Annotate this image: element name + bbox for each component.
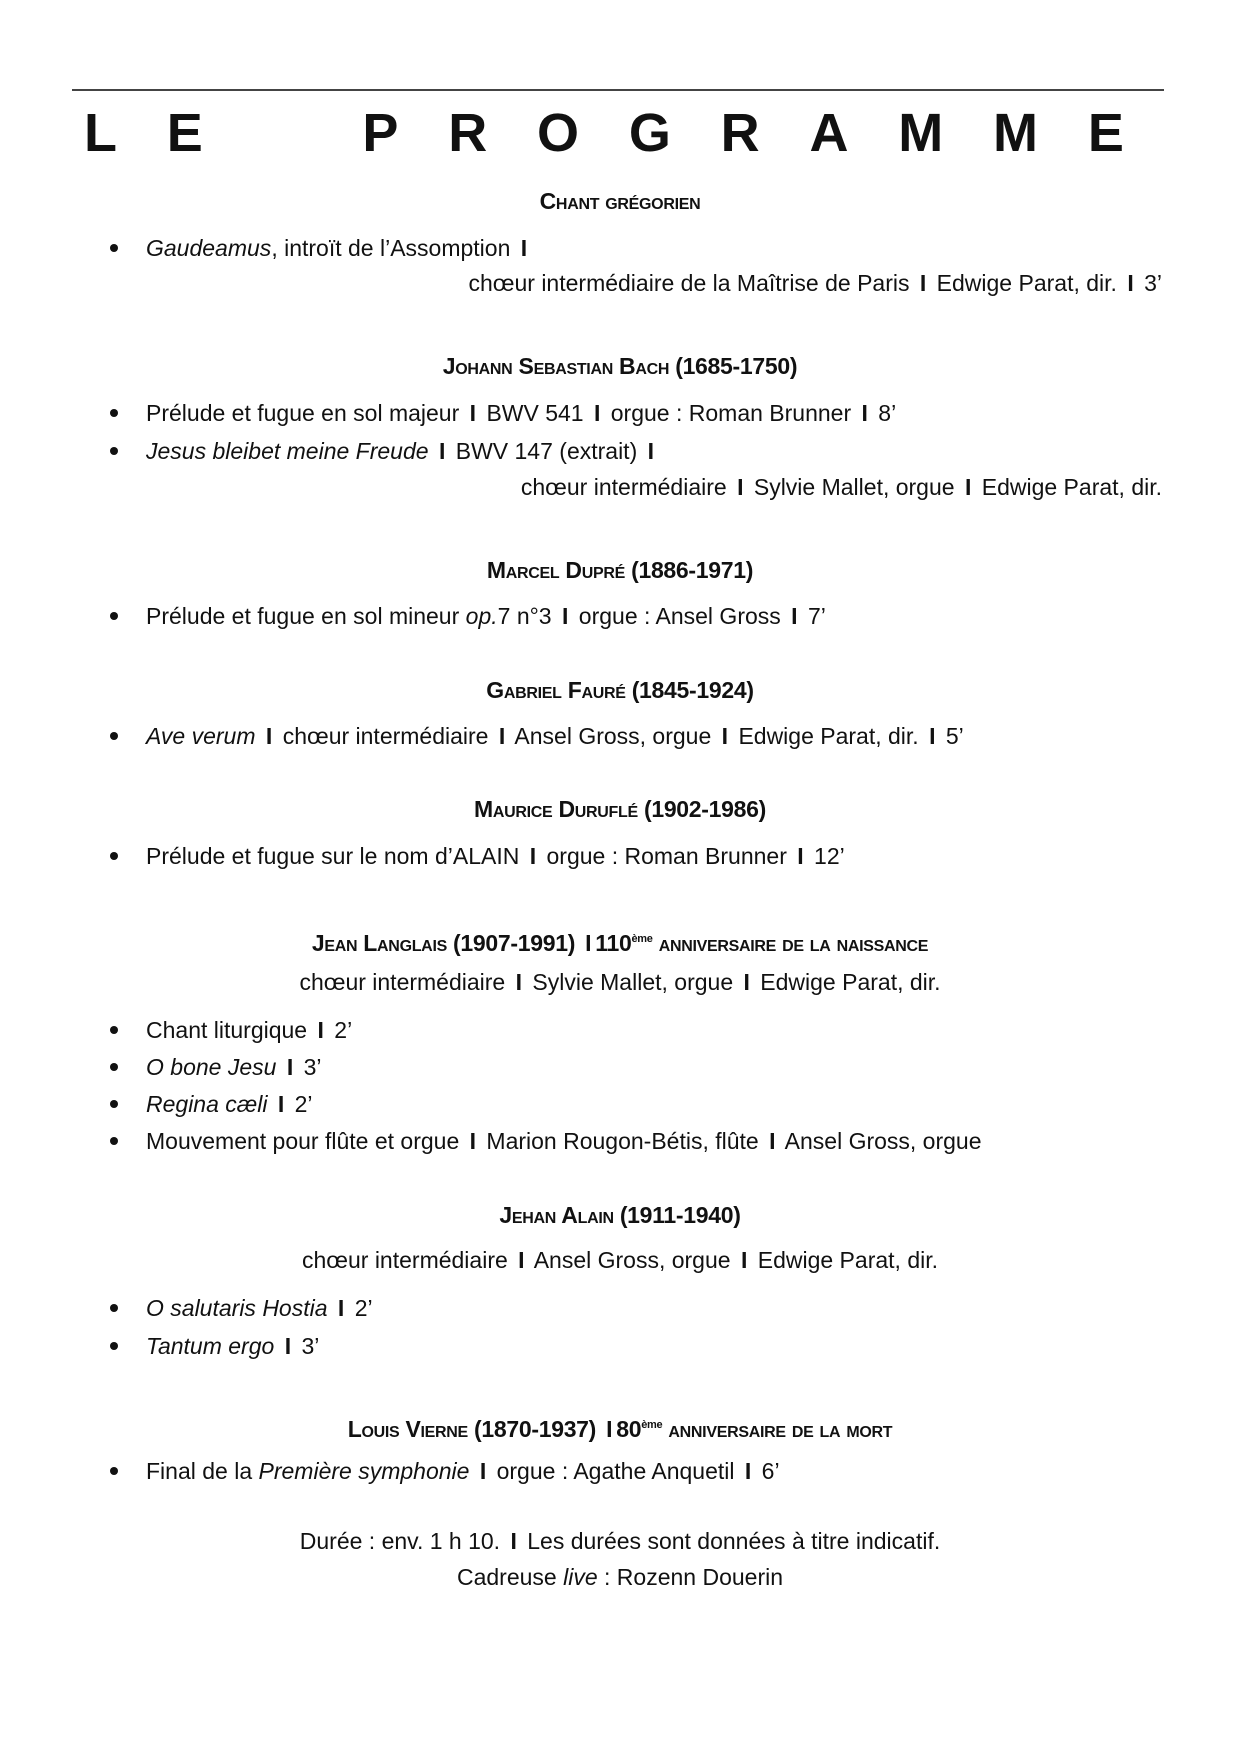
section-heading-bach — [0, 352, 1240, 380]
bullet-icon — [110, 1467, 118, 1475]
performer-text: chœur intermédiaire de la Maîtrise de Paris — [468, 270, 910, 296]
performer-text: Edwige Parat, dir. — [757, 1247, 938, 1273]
performer-text: Ansel Gross, orgue — [514, 723, 712, 749]
top-rule — [72, 89, 1164, 91]
performer-text: chœur intermédiaire — [301, 1247, 508, 1273]
footer-text: Durée : env. 1 h 10. — [299, 1528, 501, 1554]
anniversary-number: 80 — [616, 1416, 642, 1442]
separator: I — [286, 1054, 294, 1080]
performer-line — [521, 472, 1162, 502]
work-text: Prélude et fugue sur le nom d’ALAIN — [146, 843, 520, 869]
separator: I — [743, 969, 750, 995]
anniversary-number: 110 — [595, 930, 632, 956]
performer-text: Edwige Parat, dir. — [981, 474, 1162, 500]
heading-text: Chant grégorien — [539, 188, 701, 214]
work-title: Ave verum — [146, 723, 256, 749]
list-item — [110, 841, 845, 871]
performer-line — [0, 1245, 1240, 1275]
duration: 5’ — [945, 723, 964, 749]
heading-text: anniversaire de la mort — [668, 1416, 893, 1442]
duration: 2’ — [354, 1295, 373, 1321]
work-text: Prélude et fugue en sol mineur — [146, 603, 466, 629]
work-text: Prélude et fugue en sol majeur — [146, 400, 460, 426]
separator: I — [277, 1091, 285, 1117]
bullet-icon — [110, 244, 118, 252]
work-text: Chant liturgique — [146, 1017, 308, 1043]
title-letter: M — [898, 103, 944, 163]
title-letter: A — [809, 103, 849, 163]
separator: I — [647, 438, 655, 464]
bullet-icon — [110, 1026, 118, 1034]
catalog-number: BWV 147 (extrait) — [455, 438, 638, 464]
separator: I — [791, 603, 798, 629]
heading-text: Jean Langlais (1907-1991) — [311, 930, 576, 956]
work-title: Première symphonie — [258, 1458, 470, 1484]
work-title: Tantum ergo — [146, 1333, 275, 1359]
duration: 3’ — [303, 1054, 322, 1080]
duration: 3’ — [1144, 270, 1162, 296]
footer-italic: live — [563, 1564, 598, 1590]
section-heading-faure — [0, 676, 1240, 704]
title-letter: M — [993, 103, 1039, 163]
bullet-icon — [110, 732, 118, 740]
separator: I — [593, 400, 601, 426]
performer-text: Edwige Parat, dir. — [936, 270, 1117, 296]
performer-line — [468, 268, 1162, 298]
list-item — [110, 601, 826, 631]
title-letter: E — [166, 103, 203, 163]
performer-text: orgue : Roman Brunner — [546, 843, 787, 869]
separator: I — [515, 969, 523, 995]
separator: I — [438, 438, 446, 464]
title-letter: R — [448, 103, 488, 163]
list-item — [110, 436, 658, 466]
bullet-icon — [110, 612, 118, 620]
section-heading-langlais — [0, 925, 1240, 957]
title-letter: L — [84, 103, 117, 163]
performer-text: chœur intermédiaire — [282, 723, 489, 749]
separator: I — [585, 930, 592, 956]
page-title — [84, 98, 1124, 168]
list-item — [110, 233, 531, 263]
duration: 12’ — [814, 843, 845, 869]
separator: I — [510, 1528, 517, 1554]
section-heading-vierne — [0, 1411, 1240, 1443]
performer-text: orgue : Agathe Anquetil — [496, 1458, 735, 1484]
work-title: O salutaris Hostia — [146, 1295, 328, 1321]
heading-text: Gabriel Fauré (1845-1924) — [486, 677, 754, 703]
bullet-icon — [110, 1063, 118, 1071]
performer-text: Sylvie Mallet, orgue — [532, 969, 734, 995]
duration: 2’ — [334, 1017, 353, 1043]
list-item — [110, 1331, 319, 1361]
duration: 7’ — [807, 603, 826, 629]
separator: I — [284, 1333, 292, 1359]
separator: I — [520, 235, 528, 261]
performer-text: orgue : Ansel Gross — [578, 603, 781, 629]
section-heading-gregorien — [0, 187, 1240, 215]
performer-text: Ansel Gross, orgue — [533, 1247, 731, 1273]
performer-text: Ansel Gross, orgue — [784, 1128, 982, 1154]
separator: I — [606, 1416, 613, 1442]
work-title: Regina cæli — [146, 1091, 268, 1117]
footer-text: Les durées sont données à titre indicatif. — [527, 1528, 941, 1554]
list-item — [110, 1293, 373, 1323]
heading-text: Maurice Duruflé (1902-1986) — [474, 796, 766, 822]
separator: I — [1127, 270, 1134, 296]
bullet-icon — [110, 1137, 118, 1145]
title-letter: R — [720, 103, 760, 163]
list-item — [110, 1089, 313, 1119]
opus-label: op. — [465, 603, 498, 629]
separator: I — [469, 1128, 477, 1154]
list-item — [110, 398, 896, 428]
separator: I — [744, 1458, 752, 1484]
separator: I — [469, 400, 477, 426]
separator: I — [518, 1247, 525, 1273]
separator: I — [861, 400, 868, 426]
section-heading-dupre — [0, 556, 1240, 584]
list-item — [110, 1052, 322, 1082]
title-letter: E — [1087, 103, 1124, 163]
work-title: Gaudeamus — [146, 235, 272, 261]
performer-text: Edwige Parat, dir. — [738, 723, 919, 749]
ordinal-suffix: ème — [641, 1419, 663, 1431]
footer-text: Cadreuse — [456, 1564, 564, 1590]
performer-text: orgue : Roman Brunner — [610, 400, 852, 426]
work-text: Final de la — [146, 1458, 259, 1484]
bullet-icon — [110, 852, 118, 860]
duration: 6’ — [761, 1458, 780, 1484]
separator: I — [562, 603, 569, 629]
work-title: O bone Jesu — [146, 1054, 277, 1080]
performer-text: chœur intermédiaire — [299, 969, 506, 995]
separator: I — [737, 474, 744, 500]
separator: I — [721, 723, 729, 749]
bullet-icon — [110, 1100, 118, 1108]
list-item — [110, 1015, 352, 1045]
duration: 2’ — [294, 1091, 313, 1117]
catalog-number: BWV 541 — [486, 400, 584, 426]
performer-text: chœur intermédiaire — [520, 474, 727, 500]
footer-text: : Rozenn Douerin — [597, 1564, 784, 1590]
title-letter: O — [537, 103, 580, 163]
bullet-icon — [110, 1304, 118, 1312]
duration-note — [0, 1526, 1240, 1556]
heading-text: Jehan Alain (1911-1940) — [499, 1202, 741, 1228]
separator: I — [929, 723, 936, 749]
title-letter: P — [362, 103, 399, 163]
heading-text: Louis Vierne (1870-1937) — [347, 1416, 597, 1442]
performer-text: Sylvie Mallet, orgue — [753, 474, 955, 500]
ordinal-suffix: ème — [631, 933, 653, 945]
separator: I — [964, 474, 972, 500]
performer-text: Marion Rougon-Bétis, flûte — [486, 1128, 759, 1154]
bullet-icon — [110, 447, 118, 455]
separator: I — [337, 1295, 345, 1321]
separator: I — [479, 1458, 487, 1484]
duration: 3’ — [301, 1333, 320, 1359]
bullet-icon — [110, 409, 118, 417]
separator: I — [797, 843, 804, 869]
separator: I — [265, 723, 273, 749]
work-title: Jesus bleibet meine Freude — [146, 438, 429, 464]
bullet-icon — [110, 1342, 118, 1350]
performer-line — [0, 967, 1240, 997]
heading-text: Johann Sebastian Bach (1685-1750) — [442, 353, 798, 379]
separator: I — [529, 843, 537, 869]
title-letter: G — [628, 103, 671, 163]
separator: I — [740, 1247, 748, 1273]
performer-text: Edwige Parat, dir. — [760, 969, 941, 995]
section-heading-alain — [0, 1201, 1240, 1229]
section-heading-durufle — [0, 795, 1240, 823]
heading-text: Marcel Dupré (1886-1971) — [486, 557, 754, 583]
list-item — [110, 1126, 982, 1156]
separator: I — [317, 1017, 324, 1043]
list-item — [110, 1456, 780, 1486]
separator: I — [769, 1128, 776, 1154]
duration: 8’ — [878, 400, 897, 426]
work-text: 7 n°3 — [497, 603, 552, 629]
work-text: , introït de l’Assomption — [271, 235, 511, 261]
camera-credit — [0, 1562, 1240, 1592]
separator: I — [919, 270, 927, 296]
heading-text: anniversaire de la naissance — [658, 930, 929, 956]
separator: I — [498, 723, 506, 749]
work-text: Mouvement pour flûte et orgue — [146, 1128, 460, 1154]
list-item — [110, 721, 964, 751]
